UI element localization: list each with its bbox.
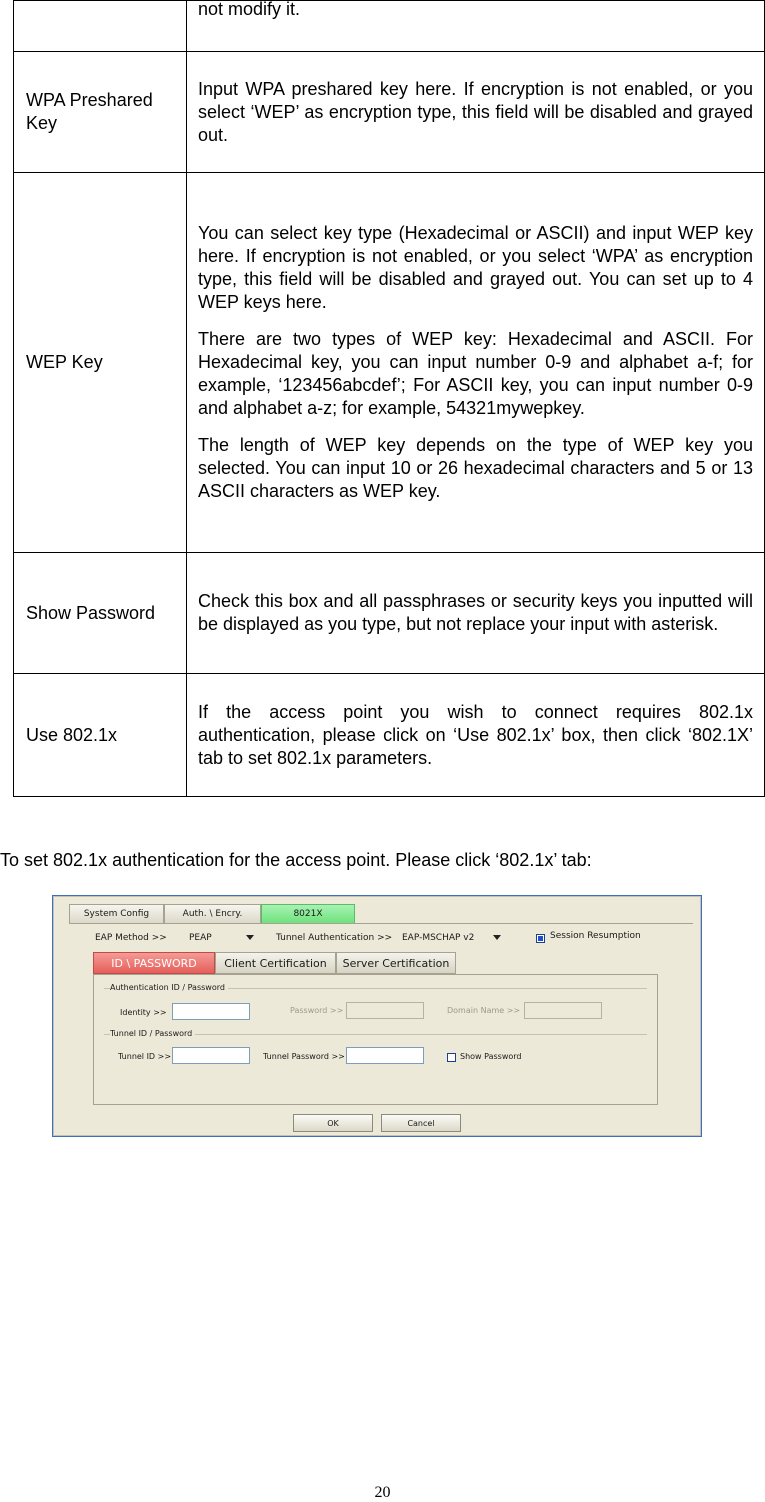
table-row: [14, 173, 765, 553]
identity-label: Identity >>: [120, 1008, 167, 1017]
param-description: There are two types of WEP key: Hexadecimal and ASCII. For Hexadecimal key, you can input number 0-9 and alphabet a-f; for example, ‘123456abcdef’; For ASCII key, you can input number 0-9 and alphabet a-z; for example, 54321mywepkey.: [198, 329, 753, 418]
param-name: WEP Key: [14, 173, 187, 553]
domain-name-label: Domain Name >>: [447, 1006, 521, 1015]
id-password-panel: [93, 974, 658, 1105]
tunnel-auth-select[interactable]: EAP-MSCHAP v2: [402, 933, 475, 943]
page-number: 20: [374, 1484, 391, 1501]
param-name: WPA Preshared Key: [14, 52, 187, 173]
auth-group-title: Authentication ID / Password: [110, 983, 228, 992]
cancel-button[interactable]: Cancel: [381, 1114, 461, 1132]
tunnel-id-input[interactable]: [172, 1047, 250, 1064]
main-tabs: [69, 904, 355, 923]
show-password-checkbox[interactable]: [447, 1053, 456, 1062]
table-row: [14, 52, 765, 173]
tunnel-password-input[interactable]: [346, 1047, 424, 1064]
tunnel-id-label: Tunnel ID >>: [118, 1052, 172, 1061]
tab-8021x[interactable]: 8021X: [261, 904, 355, 923]
table-row: [14, 674, 765, 797]
table-row: [14, 553, 765, 674]
session-resumption-label: Session Resumption: [550, 931, 641, 941]
chevron-down-icon[interactable]: [246, 935, 254, 940]
eap-method-select[interactable]: PEAP: [189, 933, 212, 943]
param-description: Input WPA preshared key here. If encryption is not enabled, or you select ‘WEP’ as encryption type, this field will be disabled and grayed out.: [198, 78, 753, 145]
tunnel-auth-label: Tunnel Authentication >>: [276, 933, 393, 943]
tab-id-password[interactable]: ID \ PASSWORD: [93, 952, 215, 974]
instruction-paragraph: To set 802.1x authentication for the access point. Please click ‘802.1x’ tab:: [0, 850, 592, 870]
identity-input[interactable]: [172, 1003, 250, 1020]
tab-auth-encry[interactable]: Auth. \ Encry.: [164, 904, 261, 923]
tunnel-group-title: Tunnel ID / Password: [110, 1029, 195, 1038]
show-password-label: Show Password: [460, 1052, 522, 1061]
tab-server-certification[interactable]: Server Certification: [336, 952, 456, 974]
param-description: If the access point you wish to connect requires 802.1x authentication, please click on ‘Use 802.1x’ box, then click ‘802.1X’ tab to set 802.1x parameters.: [198, 701, 753, 768]
param-description: Check this box and all passphrases or security keys you inputted will be displayed as you type, but not replace your input with asterisk.: [198, 591, 753, 634]
domain-name-input[interactable]: [524, 1002, 602, 1019]
tab-system-config[interactable]: System Config: [69, 904, 164, 923]
ok-button[interactable]: OK: [293, 1114, 373, 1132]
tunnel-password-label: Tunnel Password >>: [263, 1052, 345, 1061]
param-description: You can select key type (Hexadecimal or ASCII) and input WEP key here. If encryption is not enabled, or you select ‘WPA’ as encryption type, this field will be disabled and grayed out. You can set up to 4 WEP keys here.: [198, 223, 753, 312]
chevron-down-icon[interactable]: [493, 935, 501, 940]
credential-tabs: [93, 952, 456, 974]
param-description: The length of WEP key depends on the type of WEP key you selected. You can input 10 or 26 hexadecimal characters and 5 or 13 ASCII characters as WEP key.: [198, 435, 753, 501]
eap-method-label: EAP Method >>: [95, 933, 167, 943]
param-name: Use 802.1x: [14, 674, 187, 797]
param-description: not modify it.: [198, 0, 301, 19]
password-input[interactable]: [346, 1002, 424, 1019]
session-resumption-checkbox[interactable]: [536, 934, 545, 943]
parameter-table: [13, 0, 765, 797]
tab-client-certification[interactable]: Client Certification: [215, 952, 336, 974]
param-name: Show Password: [14, 553, 187, 674]
table-row: [14, 1, 765, 52]
param-name: [14, 1, 187, 52]
utility-screenshot: [52, 895, 702, 1137]
password-label: Password >>: [290, 1006, 344, 1015]
eap-settings-row: [93, 931, 663, 947]
